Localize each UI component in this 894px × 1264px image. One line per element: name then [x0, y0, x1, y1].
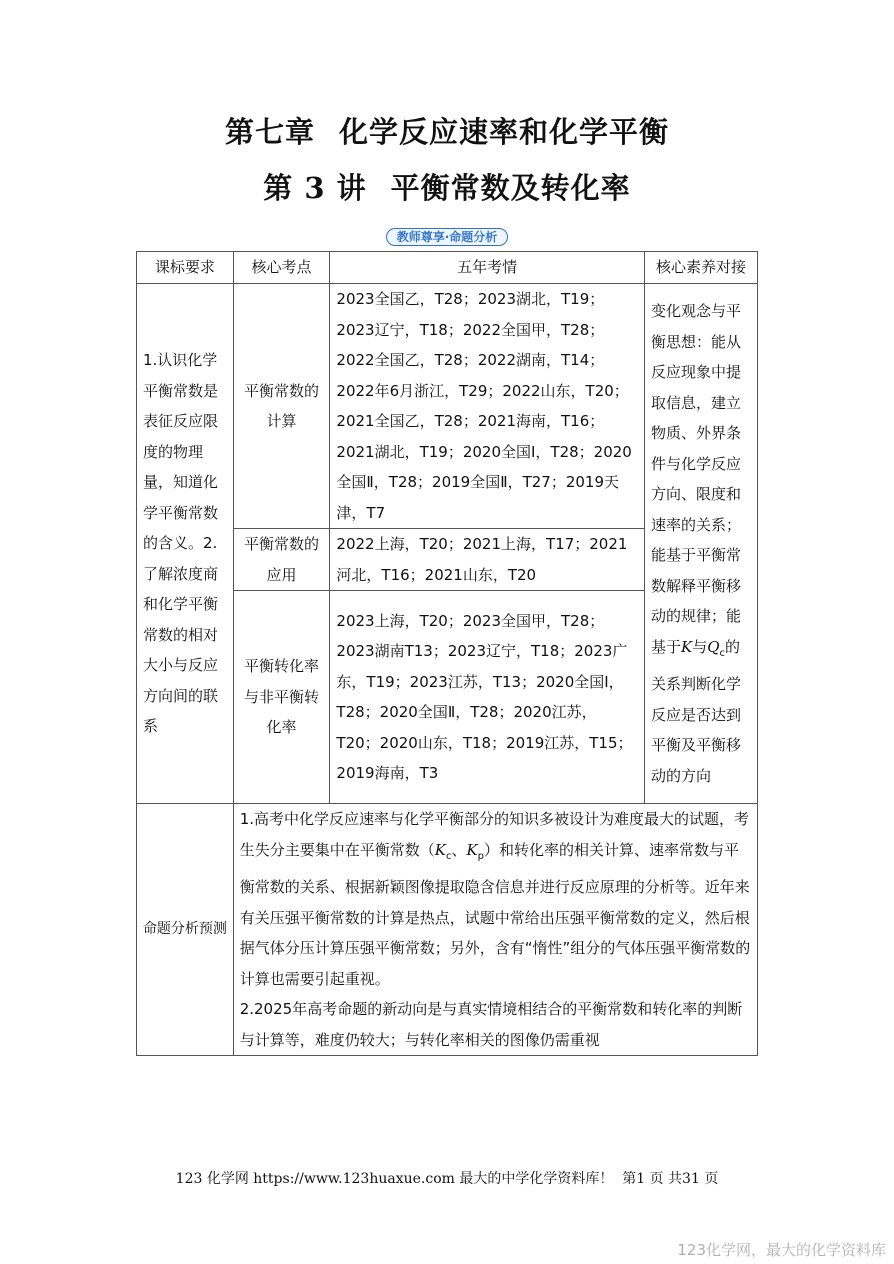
page-number: 第1 页 共31 页: [622, 1171, 719, 1187]
analysis-sep: 、: [451, 840, 467, 859]
literacy-text-b: 的关系判断化学反应是否达到平衡及平衡移动的方向: [650, 637, 741, 785]
badge-wrap: [0, 226, 894, 246]
header-five-year: 五年考情: [330, 252, 645, 284]
exam-cell: [330, 284, 645, 529]
lecture-title: [0, 166, 894, 207]
analysis-content-cell: [233, 804, 757, 1056]
core-point: 平衡转化率与非平衡转化率: [244, 657, 320, 737]
kp-subscript: p: [477, 850, 485, 862]
exam-cell: [330, 591, 645, 804]
kc-subscript: c: [445, 850, 452, 862]
lecture-number: 第 3 讲: [263, 171, 367, 205]
header-literacy: 核心素养对接: [644, 252, 757, 284]
k-symbol: K: [680, 637, 693, 656]
header-curriculum: 课标要求: [137, 252, 234, 284]
table-header-row: [137, 252, 758, 284]
core-point: 平衡常数的计算: [244, 381, 320, 430]
lecture-name: 平衡常数及转化率: [390, 171, 631, 205]
chapter-name: 化学反应速率和化学平衡: [339, 115, 670, 149]
teacher-badge: 教师尊享·命题分析: [386, 228, 509, 246]
kp-symbol: K: [466, 840, 478, 859]
analysis-table: [136, 251, 758, 1056]
curriculum-requirement: 1.认识化学平衡常数是表征反应限度的物理量，知道化学平衡常数的含义。2.了解浓度商和化学平衡常数的相对大小与反应方向间的联系: [143, 351, 219, 736]
analysis-label: 命题分析预测: [142, 921, 227, 938]
q-symbol: Q: [707, 637, 720, 656]
exam-cell: [330, 529, 645, 591]
curriculum-requirement-cell: [137, 284, 234, 804]
analysis-text-1b: ）和转化率的相关计算、速率常数与平衡常数的关系、根据新颖图像提取隐含信息并进行反应原理的分析等。近年来有关压强平衡常数的计算是热点，试题中常给出压强平衡常数的定义，然后根据气体分压计算压强平衡常数；另外，含有“惰性”组分的气体压强平衡常数的计算也需要引起重视。: [239, 840, 751, 988]
literacy-text-a: 变化观念与平衡思想：能从反应现象中提取信息，建立物质、外界条件与化学反应方向、限度和速率的关系；能基于平衡常数解释平衡移动的规律；能基于: [650, 302, 741, 656]
core-point-cell: [233, 591, 330, 804]
kc-symbol: K: [434, 840, 446, 859]
exam-list: 2023上海，T20；2023全国甲，T28；2023湖南T13；2023辽宁，T18；2023广东，T19；2023江苏，T13；2020全国Ⅰ，T28；2020全国Ⅱ，T28；2020江苏，T20；2020山东，T18；2019江苏，T15；2019海南，T3: [336, 611, 633, 782]
core-point-cell: [233, 284, 330, 529]
analysis-label-cell: [137, 804, 234, 1056]
literacy-and: 与: [692, 637, 708, 656]
core-point: 平衡常数的应用: [244, 535, 320, 584]
page-footer: [0, 1168, 894, 1188]
analysis-paragraph-1: [240, 804, 751, 994]
exam-list: 2023全国乙，T28；2023湖北，T19；2023辽宁，T18；2022全国甲，T28；2022全国乙，T28；2022湖南，T14；2022年6月浙江，T29；2022山东，T20；2021全国乙，T28；2021海南，T16；2021湖北，T19；2020全国Ⅰ，T28；2020全国Ⅱ，T28；2019全国Ⅱ，T27；2019天津，T7: [336, 290, 632, 522]
footer-text: 123 化学网 https://www.123huaxue.com 最大的中学化学资料库！: [175, 1171, 614, 1187]
core-point-cell: [233, 529, 330, 591]
table-row: [137, 284, 758, 529]
analysis-paragraph-2: 2.2025年高考命题的新动向是与真实情境相结合的平衡常数和转化率的判断与计算等，难度仍较大；与转化率相关的图像仍需重视: [239, 1000, 743, 1049]
exam-list: 2022上海，T20；2021上海，T17；2021河北，T16；2021山东，T20: [336, 535, 628, 584]
chapter-title: [0, 110, 894, 151]
literacy-cell: [644, 284, 757, 804]
analysis-text-1a: 1.高考中化学反应速率与化学平衡部分的知识多被设计为难度最大的试题，考生失分主要集中在平衡常数（: [239, 810, 750, 859]
header-core-point: 核心考点: [233, 252, 330, 284]
watermark-text: 123化学网，最大的化学资料库: [677, 1241, 886, 1259]
table-row: [137, 804, 758, 1056]
chapter-number: 第七章: [224, 115, 315, 149]
q-subscript: c: [719, 647, 726, 659]
